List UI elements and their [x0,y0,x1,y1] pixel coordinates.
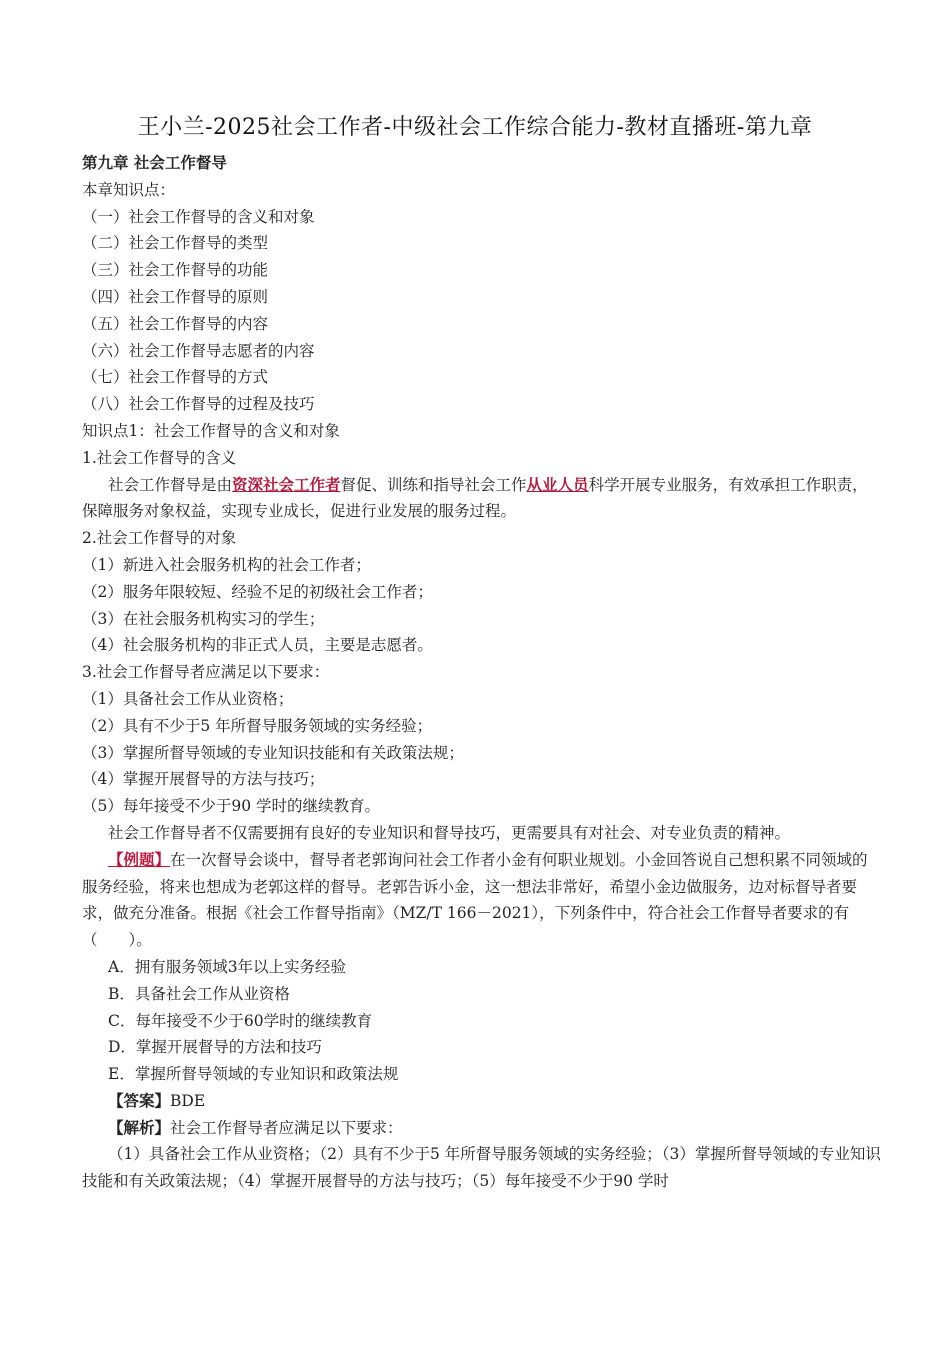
section3-heading: 3.社会工作督导者应满足以下要求： [82,663,330,682]
object-item: （1）新进入社会服务机构的社会工作者； [82,555,371,574]
highlight-practitioners: 从业人员 [526,474,589,494]
example-tag: 【例题】 [108,849,171,869]
outline-item: （七）社会工作督导的方式 [82,368,269,387]
section1-heading: 1.社会工作督导的含义 [82,448,237,467]
object-item: （2）服务年限较短、经验不足的初级社会工作者； [82,582,433,601]
summary-paragraph: 社会工作督导者不仅需要拥有良好的专业知识和督导技巧，更需要具有对社会、对专业负责的精神。 [108,823,791,842]
analysis-intro: 社会工作督导者应满足以下要求： [170,1118,403,1137]
chapter-heading: 第九章 社会工作督导 [82,153,227,172]
option-c: C．每年接受不少于60学时的继续教育 [108,1011,373,1030]
option-e: E．掌握所督导领域的专业知识和政策法规 [108,1065,399,1084]
definition-part3: 科学开展专业服务，有效承担工作职责，保障服务对象权益，实现专业成长，促进行业发展的服务过程。 [82,475,868,521]
option-d: D．掌握开展督导的方法和技巧 [108,1038,322,1057]
requirement-item: （1）具备社会工作从业资格； [82,689,294,708]
requirement-item: （2）具有不少于5 年所督导服务领域的实务经验； [82,716,433,735]
definition-paragraph [82,472,882,526]
option-a: A．拥有服务领域3年以上实务经验 [108,957,347,976]
analysis-tag: 【解析】 [108,1117,171,1137]
example-paragraph [82,847,882,954]
outline-item: （二）社会工作督导的类型 [82,234,269,253]
outline-item: （五）社会工作督导的内容 [82,314,269,333]
answer-tag: 【答案】 [108,1090,171,1110]
answer-value: BDE [170,1091,206,1110]
object-item: （4）社会服务机构的非正式人员，主要是志愿者。 [82,636,433,655]
outline-item: （四）社会工作督导的原则 [82,287,269,306]
analysis-paragraph: （1）具备社会工作从业资格；（2）具有不少于5 年所督导服务领域的实务经验；（3）掌握所督导领域的专业知识技能和有关政策法规；（4）掌握开展督导的方法与技巧；（5）每年接受不少于90 学时 [82,1145,881,1191]
outline-item: （三）社会工作督导的功能 [82,261,269,280]
analysis-line [82,1115,882,1142]
requirement-item: （3）掌握所督导领域的专业知识技能和有关政策法规； [82,743,464,762]
requirement-item: （5）每年接受不少于90 学时的继续教育。 [82,797,381,816]
answer-line [82,1088,882,1115]
requirement-item: （4）掌握开展督导的方法与技巧； [82,770,325,789]
outline-item: （六）社会工作督导志愿者的内容 [82,341,315,360]
example-text: 在一次督导会谈中，督导者老郭询问社会工作者小金有何职业规划。小金回答说自己想积累不同领域的服务经验，将来也想成为老郭这样的督导。老郭告诉小金，这一想法非常好，希望小金边做服务，边对标督导者要求，做充分准备。根据《社会工作督导指南》（MZ/T 166－2021），下列条件中，符合社会工作督导者要求的有（ ）。 [82,850,868,950]
definition-part1: 社会工作督导是由 [108,475,233,494]
highlight-senior-social-worker: 资深社会工作者 [232,474,341,494]
option-b: B．具备社会工作从业资格 [108,984,290,1003]
definition-part2: 督促、训练和指导社会工作 [340,475,527,494]
knowledge-label: 本章知识点： [82,180,176,199]
section2-heading: 2.社会工作督导的对象 [82,529,237,548]
document-body [82,150,882,1195]
kp1-heading: 知识点1：社会工作督导的含义和对象 [82,421,340,440]
object-item: （3）在社会服务机构实习的学生； [82,609,325,628]
outline-item: （一）社会工作督导的含义和对象 [82,207,315,226]
outline-item: （八）社会工作督导的过程及技巧 [82,395,315,414]
document-title: 王小兰-2025社会工作者-中级社会工作综合能力-教材直播班-第九章 [137,115,813,140]
